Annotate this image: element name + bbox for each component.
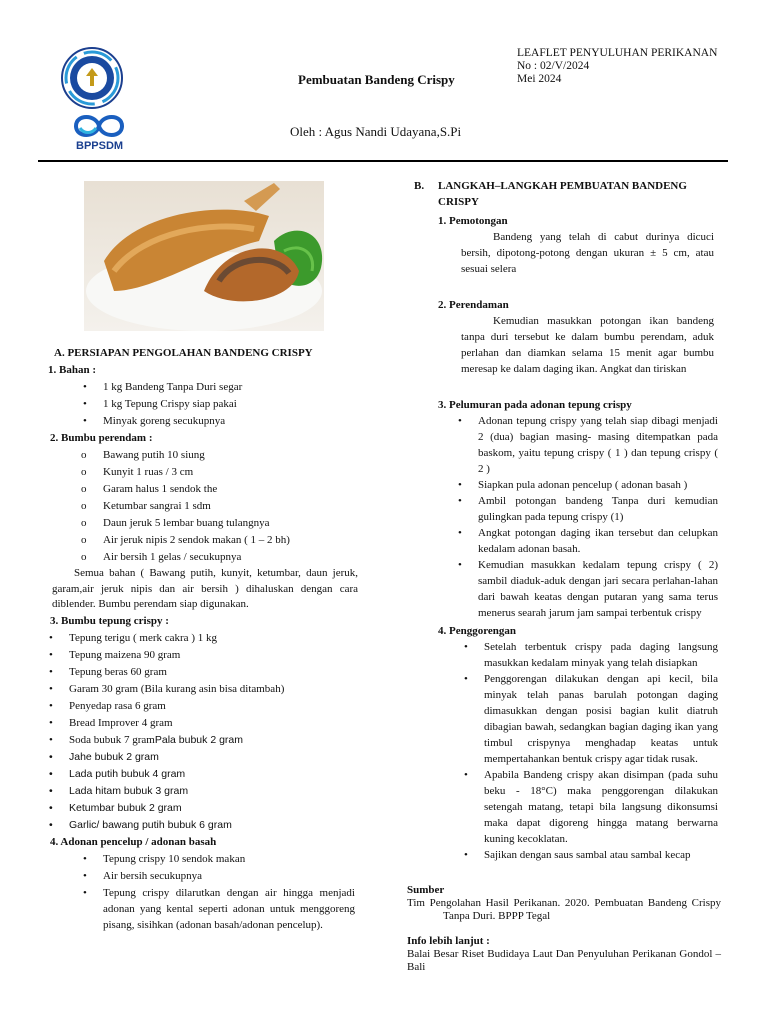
bandeng-crispy-photo [84, 181, 324, 331]
list-item: • Tepung crispy 10 sendok makan [103, 851, 355, 868]
list-item: • Tepung crispy dilarutkan dengan air hingga menjadi adonan yang kental seperti adonan untuk menggoreng pisang, sisihkan (adonan basah/adonan pencelup). [103, 885, 355, 933]
list-item: • Ketumbar bubuk 2 gram [69, 800, 362, 817]
pencelup-title: 4. Adonan pencelup / adonan basah [50, 835, 217, 848]
leaflet-date: Mei 2024 [517, 73, 562, 85]
perendam-note: Semua bahan ( Bawang putih, kunyit, ketumbar, daun jeruk, garam,air jeruk nipis dan air bersih ) dihaluskan dengan cara diblender. Bumbu perendam siap digunakan. [52, 567, 358, 610]
list-item [69, 732, 362, 749]
list-item: • Tepung maizena 90 gram [69, 647, 362, 664]
list-item: • Penggorengan dilakukan dengan api kecil, bila minyak telah panas barulah potongan daging dimasukkan dengan posisi bagian kulit diatruh dibagian bawah, sedangkan bagian daging ikan yang timbul crispynya menghadap keatas untuk mempertahankan bentuk crispy agar tidak rusak. [484, 671, 718, 767]
leaflet-label: LEAFLET PENYULUHAN PERIKANAN [517, 47, 718, 59]
list-item: o Ketumbar sangrai 1 sdm [103, 498, 362, 515]
header-divider [38, 160, 728, 162]
section-b-title: LANGKAH–LANGKAH PEMBUATAN BANDENG CRISPY [438, 180, 687, 208]
step-title: 1. Pemotongan [438, 215, 508, 227]
soda-text: Soda bubuk 7 gram [69, 733, 155, 746]
list-item: • Siapkan pula adonan pencelup ( adonan basah ) [478, 477, 718, 493]
list-item: o Bawang putih 10 siung [103, 447, 362, 464]
step-title: 3. Pelumuran pada adonan tepung crispy [438, 399, 632, 411]
list-item: • Tepung beras 60 gram [69, 664, 362, 681]
list-item: • 1 kg Bandeng Tanpa Duri segar [103, 379, 362, 396]
info-text: Balai Besar Riset Budidaya Laut Dan Penyuluhan Perikanan Gondol – Bali [407, 948, 721, 973]
list-item: o Air jeruk nipis 2 sendok makan ( 1 – 2 bh) [103, 532, 362, 549]
list-item: o Air bersih 1 gelas / secukupnya [103, 549, 362, 566]
info-title: Info lebih lanjut : [407, 935, 490, 947]
step-text: Bandeng yang telah di cabut durinya dicuci bersih, dipotong-potong dengan ukuran ± 5 cm, atau sesuai selera [461, 231, 714, 275]
pala-text: Pala bubuk 2 gram [154, 733, 243, 746]
sumber-title: Sumber [407, 884, 445, 896]
list-item: • Tepung terigu ( merk cakra ) 1 kg [69, 630, 362, 647]
sumber-text: Tim Pengolahan Hasil Perikanan. 2020. Pembuatan Bandeng Crispy Tanpa Duri. BPPP Tegal [407, 897, 721, 922]
bppsdm-logo-text: BPPSDM [76, 140, 124, 152]
list-item: • Sajikan dengan saus sambal atau sambal kecap [484, 847, 718, 863]
bppsdm-logo [70, 112, 128, 154]
section-b-letter: B. [414, 180, 425, 192]
section-b-heading [414, 178, 718, 210]
list-item: o Daun jeruk 5 lembar buang tulangnya [103, 515, 362, 532]
step-title: 2. Perendaman [438, 299, 509, 311]
list-item: • 1 kg Tepung Crispy siap pakai [103, 396, 362, 413]
step-title: 4. Penggorengan [438, 625, 517, 637]
list-item: • Garam 30 gram (Bila kurang asin bisa ditambah) [69, 681, 362, 698]
list-item: • Lada putih bubuk 4 gram [69, 766, 362, 783]
section-a-heading: A. PERSIAPAN PENGOLAHAN BANDENG CRISPY [54, 347, 313, 359]
list-item: o Kunyit 1 ruas / 3 cm [103, 464, 362, 481]
list-item: • Angkat potongan daging ikan tersebut dan celupkan kedalam adonan basah. [478, 525, 718, 557]
list-item: • Setelah terbentuk crispy pada daging langsung masukkan kedalam minyak yang telah disiapkan [484, 639, 718, 671]
list-item: • Adonan tepung crispy yang telah siap dibagi menjadi 2 (dua) bagian masing- masing ditempatkan pada baskom, yaitu tepung crispy ( 1 ) dan tepung crispy ( 2 ) [478, 413, 718, 477]
list-item: o Garam halus 1 sendok the [103, 481, 362, 498]
list-item: • Ambil potongan bandeng Tanpa duri kemudian gulingkan pada tepung crispy (1) [478, 493, 718, 525]
step-text: Kemudian masukkan potongan ikan bandeng tanpa duri tersebut ke dalam bumbu perendam, aduk perlahan dan diamkan selama 15 menit agar bumbu meresap ke dalam daging ikan. Angkat dan tiriskan [461, 315, 714, 375]
tepung-title: 3. Bumbu tepung crispy : [50, 614, 169, 627]
leaflet-info [517, 47, 717, 86]
list-item: • Garlic/ bawang putih bubuk 6 gram [69, 817, 362, 834]
list-item: • Penyedap rasa 6 gram [69, 698, 362, 715]
kkp-logo [60, 46, 124, 110]
leaflet-number: No : 02/V/2024 [517, 60, 590, 72]
list-item: • Air bersih secukupnya [103, 868, 355, 885]
list-item: • Apabila Bandeng crispy akan disimpan (pada suhu beku - 18°C) maka penggorengan dilakukan setengah matang, tetapi bila langsung dikonsumsi maka dapat digoreng hingga matang berwarna kuning kecoklatan. [484, 767, 718, 847]
list-item: • Jahe bubuk 2 gram [69, 749, 362, 766]
list-item: • Lada hitam bubuk 3 gram [69, 783, 362, 800]
author-line: Oleh : Agus Nandi Udayana,S.Pi [290, 124, 462, 139]
document-title: Pembuatan Bandeng Crispy [298, 72, 455, 87]
list-item: • Kemudian masukkan kedalam tepung crispy ( 2) sambil diaduk-aduk dengan jari secara perlahan-lahan dari bawah keatas dengan putaran yang sama terus menerus searah jarum jam sampai terbentuk crispy [478, 557, 718, 621]
perendam-title: 2. Bumbu perendam : [50, 432, 153, 444]
list-item: • Minyak goreng secukupnya [103, 413, 362, 430]
list-item: • Bread Improver 4 gram [69, 715, 362, 732]
bahan-title: 1. Bahan : [48, 364, 96, 376]
